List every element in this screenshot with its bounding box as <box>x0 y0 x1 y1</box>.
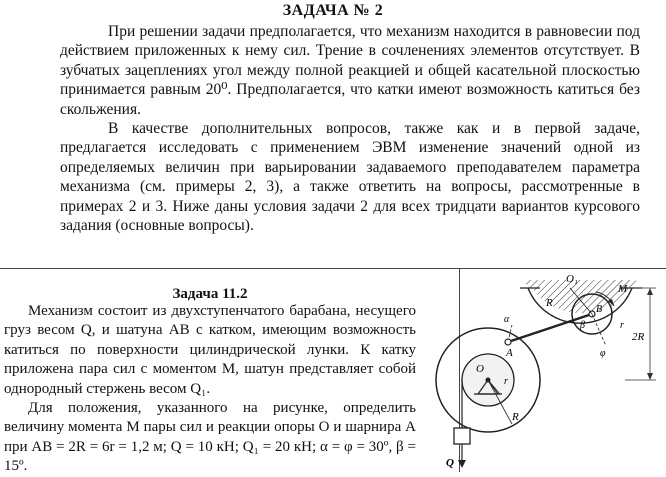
label-o1: O₁ <box>566 273 578 285</box>
label-a: A <box>506 347 513 359</box>
label-o: O <box>476 363 484 375</box>
label-r-small-top: r <box>620 320 624 331</box>
page-title: ЗАДАЧА № 2 <box>282 2 384 19</box>
intro-paragraph-2: В качестве дополнительных вопросов, также как и в первой задаче, предлагается исследовать с применением ЭВМ изменение значений одной из определяемых величин при варьировании задаваемого преподавателем параметра механизма (см. примеры 2, 3), а также ответить на вопросы, рассмотренные в примерах 2 и 3. Ниже даны условия задачи 2 для всех тридцати вариантов курсового задания (основные вопросы). <box>60 120 640 235</box>
label-2r: 2R <box>632 331 645 343</box>
problem-title: Задача 11.2 <box>172 286 248 302</box>
label-b: B <box>596 304 603 315</box>
intro-text <box>60 22 640 235</box>
label-m: M <box>618 283 628 295</box>
label-r-big: R <box>512 411 519 423</box>
intro-paragraph-1: При решении задачи предполагается, что механизм находится в равновесии под действием приложенных к нему сил. Трение в сочленениях элементов отсутствует. В зубчатых зацеплениях угол между полной реакцией и общей касательной плоскостью принимается равным 20⁰. Предполагается, что катки имеют возможность катиться без скольжения. <box>60 23 640 118</box>
label-r-small: r <box>504 376 508 387</box>
label-q: Q <box>446 457 454 469</box>
problem-paragraph-2: Для положения, указанного на рисунке, определить величину момента M пары сил и реакции опоры O и шарнира A при AB = 2R = 6r = 1,2 м; Q = 10 кН; Q₁ = 20 кН; α = φ = 30º, β = 15º. <box>4 400 416 475</box>
label-phi: φ <box>600 348 606 359</box>
problem-text <box>4 302 416 477</box>
load-q <box>454 428 470 444</box>
problem-paragraph-1: Механизм состоит из двухступенчатого барабана, несущего груз весом Q, и шатуна AB с катком, имеющим возможность катиться по поверхности цилиндрической лунки. К катку приложена пара сил с моментом M, шатун представляет собой однородный стержень весом Q₁. <box>4 303 416 397</box>
mechanism-figure <box>420 270 666 472</box>
label-alpha: α <box>504 314 510 325</box>
section-divider <box>0 268 666 269</box>
label-beta: β <box>580 320 585 331</box>
label-r-big-top: R <box>546 297 553 309</box>
